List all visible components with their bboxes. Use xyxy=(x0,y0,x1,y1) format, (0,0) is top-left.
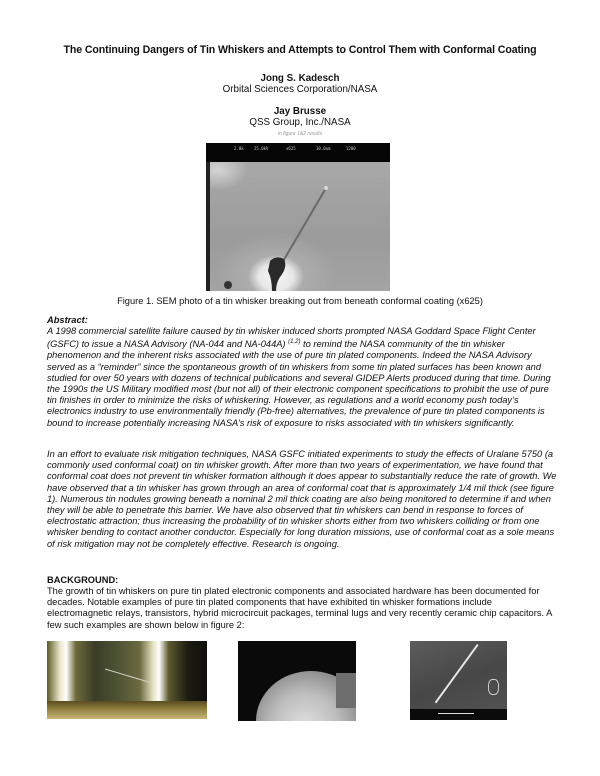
figure-1-caption: Figure 1. SEM photo of a tin whisker breaking out from beneath conformal coating (x625) xyxy=(117,296,483,306)
sem-label: 2.0k xyxy=(234,146,244,151)
author-affiliation-1: Orbital Sciences Corporation/NASA xyxy=(222,84,378,95)
relay-base xyxy=(47,701,207,719)
debris-particle xyxy=(488,679,499,695)
paper-title: The Continuing Dangers of Tin Whiskers and Attempts to Control Them with Conformal Coating xyxy=(63,44,537,56)
substrate-tab xyxy=(336,673,356,708)
abstract-text: A 1998 commercial satellite failure caused by tin whisker induced shorts prompted NASA Goddard Space Flight Center (GSFC) to issue a NASA Advisory (NA-044 and NA-044A) xyxy=(47,326,536,350)
sem-label: 1200 xyxy=(346,146,356,151)
sem-label: 10.0um xyxy=(316,146,331,151)
figure-2-whisker-sem-photo xyxy=(410,641,507,720)
figure-1-sem-image xyxy=(206,143,390,291)
abstract-paragraph-1 xyxy=(47,326,557,429)
background-heading: BACKGROUND: xyxy=(47,575,119,585)
author-affiliation-2: QSS Group, Inc./NASA xyxy=(249,117,351,128)
scale-bar xyxy=(438,713,474,714)
abstract-paragraph-2: In an effort to evaluate risk mitigation techniques, NASA GSFC initiated experiments to study the effects of Uralane 5750 (a commonly used conformal coat) on tin whisker growth. After more than two years of experimentation, we have found that conformal coat does not prevent tin whisker formation although it does appear to substantially reduce the rate of growth. We have observed that a tin whisker has grown through an area of conformal coat that is approximately 1/4 mil thick (see figure 1). Numerous tin nodules growing beneath a nominal 2 mil thick coating are also being monitored to determine if and when they will be able to penetrate this barrier. We have also observed that tin whiskers can bend in response to forces of electrostatic attraction; thus increasing the probability of tin whisker shorts either from two whiskers colliding or from one whisker bending to contact another conductor. Especially for long duration missions, use of conformal coat as a sole means of risk mitigation may not be completely effective. Research is ongoing. xyxy=(47,449,557,549)
figure-2-nodule-photo xyxy=(238,641,356,721)
sem-label: 25.0kV xyxy=(254,146,269,151)
citation-superscript: (1,2) xyxy=(288,339,301,346)
abstract-text: to remind the NASA community of the tin whisker phenomenon and the inherent risks associated with the use of pure tin plated components. Indeed the NASA Advisory served as a “reminder” since the spontaneous growth of tin whiskers from some tin plated surfaces has been known and studied for over 50 years with dozens of technical publications and several GIDEP Alerts produced during that time. During the 1990s the US Military modified most (but not all) of their electronic component specifications to prohibit the use of pure tin finishes in order to minimize the risks of whiskering. However, as regulations and a world economy push today’s electronics industry to use environmentally friendly (Pb-free) alternatives, the prevalence of pure tin plated components is bound to increase potentially increasing NASA’s risk of exposure to risks associated with tin whiskers significantly. xyxy=(47,339,551,428)
sem-label: x625 xyxy=(286,146,296,151)
whisker-filament xyxy=(435,644,479,703)
background-paragraph-1: The growth of tin whiskers on pure tin plated electronic components and associated hardware has been documented for decades. Notable examples of pure tin plated components that have exhibited tin whisker formations include electromagnetic relays, transistors, hybrid microcircuit packages, terminal lugs and very recently ceramic chip capacitors. A few such examples are shown below in figure 2: xyxy=(47,586,552,630)
author-name-2: Jay Brusse xyxy=(273,106,327,117)
handwritten-note: in figure 1&2 results xyxy=(277,131,323,137)
tin-whisker-graphic xyxy=(206,143,390,291)
sem-footer-band xyxy=(410,709,507,720)
figure-2-relay-photo xyxy=(47,641,207,719)
abstract-heading: Abstract: xyxy=(47,315,88,325)
author-name-1: Jong S. Kadesch xyxy=(260,73,340,84)
